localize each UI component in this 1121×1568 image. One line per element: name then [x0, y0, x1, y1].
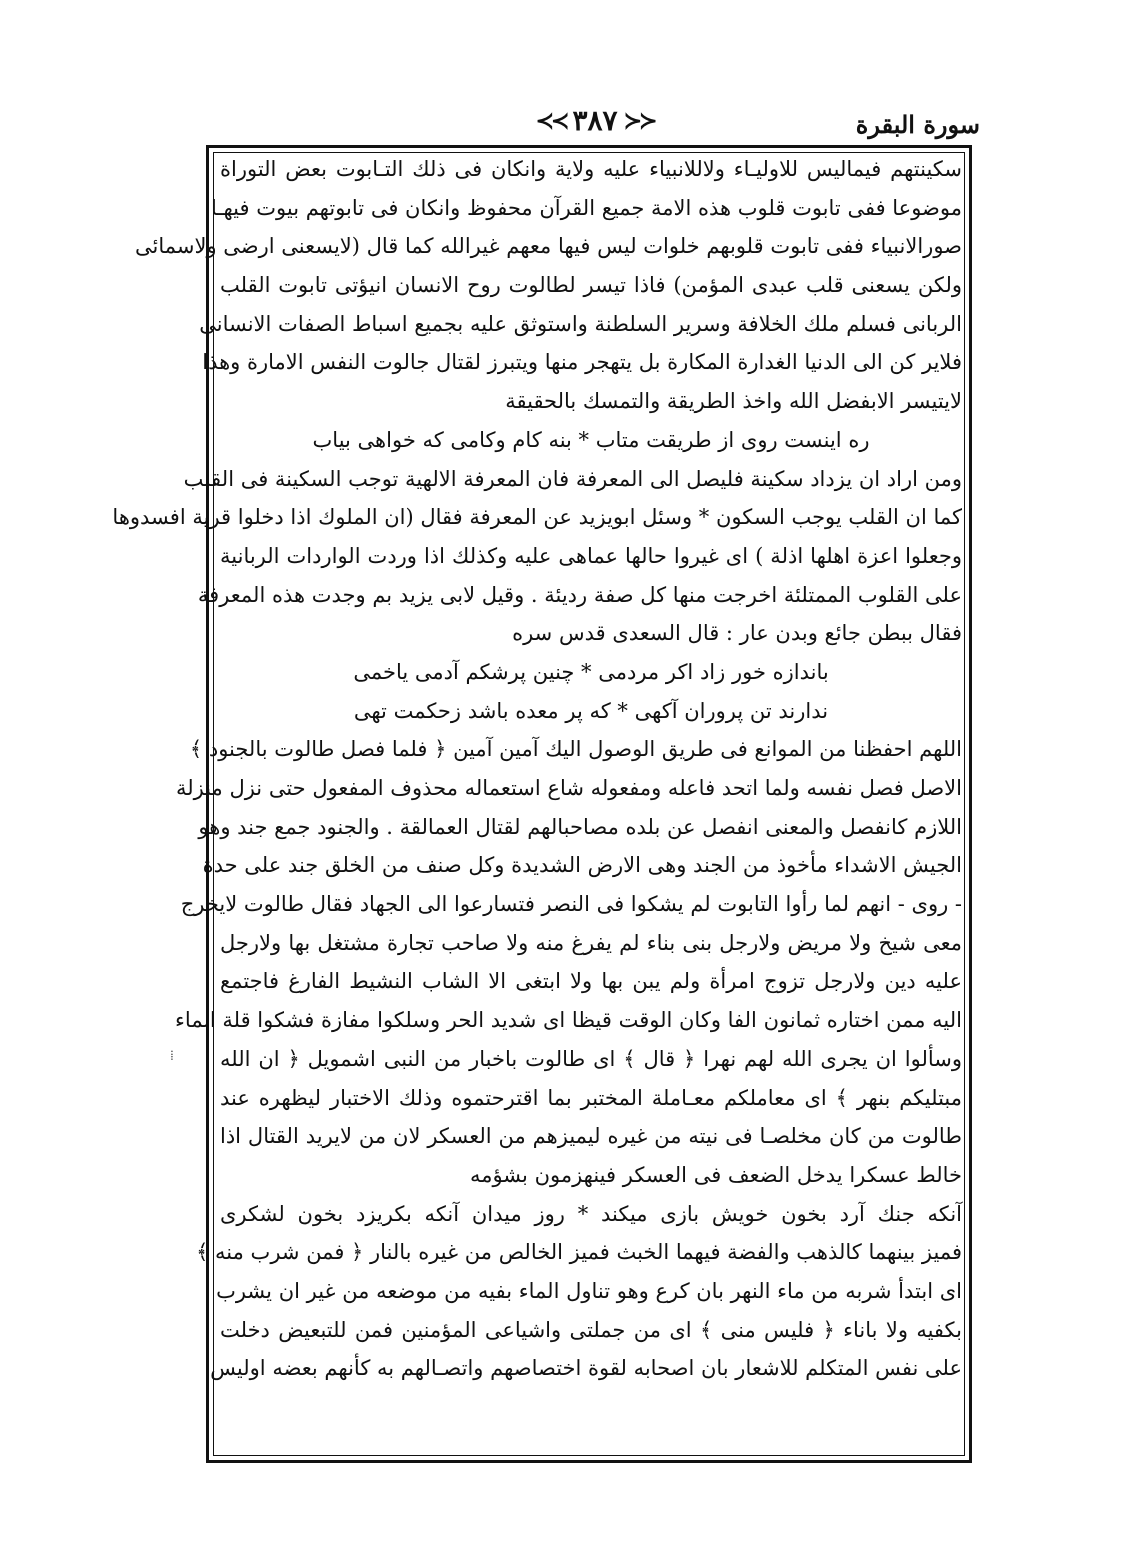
text-line: اى ابتدأ شربه من ماء النهر بان كرع وهو تناول الماء بفيه من موضعه من غير ان يشرب — [216, 1278, 962, 1303]
text-line: فميز بينهما كالذهب والفضة فيهما الخبث فميز الخالص من غيره بالنار ﴿ فمن شرب منه ﴾ — [196, 1240, 962, 1265]
text-line: على القلوب الممتلئة اخرجت منها كل صفة رديئة . وقيل لابى يزيد بم وجدت هذه المعرفة — [197, 582, 962, 607]
text-line: اللازم كانفصل والمعنى انفصل عن بلده مصاحبالهم لقتال العمالقة . والجنود جمع جند وهو — [198, 814, 962, 839]
text-line: لايتيسر الابفضل الله واخذ الطريقة والتمسك بالحقيقة — [505, 389, 962, 414]
text-line: طالوت من كان مخلصـا فى نيته من غيره ليميزهم من العسكر لان من لايريد القتال اذا — [220, 1124, 962, 1149]
text-line: معى شيخ ولا مريض ولارجل بنى بناء لم يفرغ منه ولا صاحب تجارة مشتغل بها ولارجل — [220, 930, 962, 955]
verse-line: آنكه جنك آرد بخون خويش بازى ميكند * روز ميدان آنكه بكريزد بخون لشكرى — [220, 1201, 962, 1226]
text-line: وجعلوا اعزة اهلها اذلة ) اى غيروا حالها عماهى عليه وكذلك اذا وردت الواردات الربانية — [220, 543, 962, 568]
verse-line: ندارند تن پروران آكهى * كه پر معده باشد زحكمت تهى — [353, 698, 829, 723]
text-line: صورالانبياء ففى تابوت قلوبهم خلوات ليس فيها معهم غيرالله كما قال (لايسعنى ارضى ولاسمائى — [134, 234, 962, 259]
text-line: بكفيه ولا باناء ﴿ فليس منى ﴾ اى من جملتى واشياعى المؤمنين فمن للتبعيض دخلت — [220, 1317, 962, 1342]
verse-line: ره اينست روى از طريقت متاب * بنه كام وكامى كه خواهى بياب — [312, 427, 870, 452]
text-line: فلاير كن الى الدنيا الغدارة المكارة بل يتهجر منها ويتبرز لقتال جالوت النفس الامارة وهذا — [202, 350, 962, 375]
ornament-left-icon: ≺≺ — [623, 107, 655, 134]
text-line: سكينتهم فيماليس للاوليـاء ولاللانبياء عليه ولاية وانكان فى ذلك التـابوت بعض التوراة — [220, 157, 962, 181]
verse-line: باندازه خور زاد اكر مردمى * چنين پرشكم آدمى ياخمى — [353, 659, 829, 684]
text-line: وسألوا ان يجرى الله لهم نهرا ﴿ قال ﴾ اى طالوت باخبار من النبى اشمويل ﴿ ان الله — [220, 1046, 962, 1071]
text-line: اليه ممن اختاره ثمانون الفا وكان الوقت قيظا اى شديد الحر وسلكوا مفازة فشكوا قلة الماء — [175, 1008, 962, 1033]
text-line: ولكن يسعنى قلب عبدى المؤمن) فاذا تيسر لطالوت روح الانسان انيؤتى تابوت القلب — [220, 273, 962, 298]
text-line: ومن اراد ان يزداد سكينة فليصل الى المعرفة فان المعرفة الالهية توجب السكينة فى القلب — [183, 466, 962, 491]
page-number: ٣٨٧ — [572, 104, 618, 137]
margin-mark: ⁞ — [170, 1048, 174, 1064]
text-line: خالط عسكرا يدخل الضعف فى العسكر فينهزمون بشؤمه — [469, 1162, 962, 1187]
body-text — [112, 150, 962, 1388]
text-line: اللهم احفظنا من الموانع فى طريق الوصول اليك آمين آمين ﴿ فلما فصل طالوت بالجنود ﴾ — [189, 737, 962, 762]
text-line: - روى - انهم لما رأوا التابوت لم يشكوا فى النصر فتسارعوا الى الجهاد فقال طالوت لايخرج — [180, 892, 962, 917]
page-number-group — [536, 104, 655, 137]
text-line: على نفس المتكلم للاشعار بان اصحابه لقوة اختصاصهم واتصـالهم به كأنهم بعضه اوليس — [210, 1356, 962, 1381]
text-line: عليه دين ولارجل تزوج امرأة ولم يبن بها ولا ابتغى الا الشاب النشيط الفارغ فاجتمع — [220, 969, 962, 994]
text-line: الربانى فسلم ملك الخلافة وسرير السلطنة واستوثق عليه بجميع اسباط الصفات الانسانى — [199, 311, 962, 336]
surah-title: سورة البقرة — [855, 110, 980, 139]
page-header — [210, 104, 980, 144]
ornament-right-icon: ≻≻ — [535, 107, 567, 134]
text-line: مبتليكم بنهر ﴾ اى معاملكم معـاملة المختبر بما اقترحتموه وذلك الاختبار ليظهره عند — [220, 1085, 962, 1110]
text-line: كما ان القلب يوجب السكون * وسئل ابويزيد عن المعرفة فقال (ان الملوك اذا دخلوا قرية افسدوها — [112, 505, 962, 530]
text-line: موضوعا ففى تابوت قلوب هذه الامة جميع القرآن محفوظ وانكان فى تابوتهم بيوت فيهـا — [210, 195, 962, 220]
text-line: فقال ببطن جائع وبدن عار : قال السعدى قدس سره — [512, 621, 962, 646]
text-line: الجيش الاشداء مأخوذ من الجند وهى الارض الشديدة وكل صنف من الخلق جند على حدة — [202, 853, 962, 878]
text-line: الاصل فصل نفسه ولما اتحد فاعله ومفعوله شاع استعماله محذوف المفعول حتى نزل منزلة — [175, 776, 962, 800]
